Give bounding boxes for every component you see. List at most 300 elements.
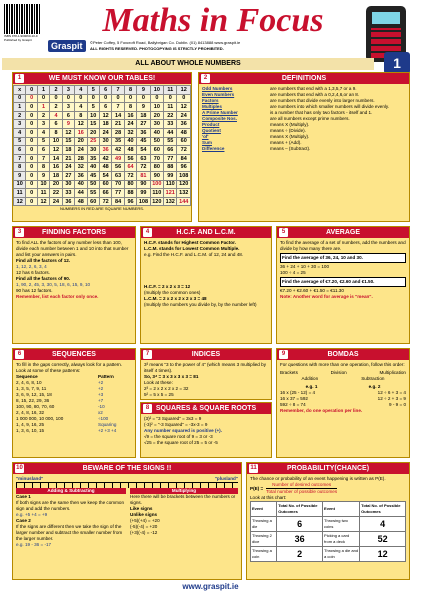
bomdas-r6: 9 - 9 = 0 xyxy=(389,402,406,407)
table-cell: 27 xyxy=(62,171,74,180)
table-cell: 42 xyxy=(99,154,111,163)
table-cell: 54 xyxy=(137,146,150,155)
factors-answer-2b: 90 has 12 factors. xyxy=(16,288,53,293)
table-cell: 72 xyxy=(124,171,136,180)
table-cell: 22 xyxy=(164,111,177,120)
table-cell: 12 xyxy=(50,146,62,155)
case-1-text: If both signs are the same then we keep the common sign and add the numbers. xyxy=(16,500,125,511)
table-cell: 36 xyxy=(177,120,191,129)
table-cell: 0 xyxy=(26,171,37,180)
indices-line-2: So, 3⁴ = 3 x 3 x 3 x 3 = 81 xyxy=(144,374,199,379)
table-cell: 84 xyxy=(177,154,191,163)
panel-number: 8 xyxy=(143,404,152,413)
bomdas-note: Remember, do one operation per line. xyxy=(280,408,363,413)
bomdas-r1: 16 x (25 - 12) = 4 xyxy=(280,390,316,395)
table-cell: 24 xyxy=(62,163,74,172)
definition-text: are numbers that end with a 0,2,4,6,or an 8. xyxy=(270,92,360,97)
average-example-2: Find the average of €7.20, €2.60 and €1.50. xyxy=(280,277,406,287)
table-cell: 28 xyxy=(75,154,87,163)
table-cell: 18 xyxy=(99,120,111,129)
bomdas-r4: 12 ÷ 2 + 3 = 9 xyxy=(377,396,406,401)
table-cell: 64 xyxy=(124,163,136,172)
bomdas-subtraction: Subtraction xyxy=(361,376,385,381)
panel-number: 1 xyxy=(15,74,24,83)
table-cell: 12 xyxy=(177,103,191,112)
case-1-label: Case 1 xyxy=(16,494,31,499)
factors-answer-1: 1, 12, 2, 6, 3, 4 xyxy=(16,264,47,269)
squares-panel xyxy=(140,402,272,458)
table-cell: 63 xyxy=(112,171,124,180)
table-header-cell: x xyxy=(14,86,26,95)
table-cell: 96 xyxy=(177,163,191,172)
average-panel xyxy=(276,226,410,344)
table-cell: 9 xyxy=(137,103,150,112)
table-cell: 8 xyxy=(37,163,49,172)
table-cell: 80 xyxy=(124,180,136,189)
factors-answer-2: 1, 90, 2, 45, 3, 30, 5, 18, 6, 15, 9, 10 xyxy=(16,282,91,287)
table-header-cell: 3 xyxy=(62,86,74,95)
table-cell: 10 xyxy=(50,137,62,146)
table-cell: 36 xyxy=(137,128,150,137)
tables-panel xyxy=(12,72,192,222)
sequence-text: 1, 3, 6, 10, 15 xyxy=(16,428,45,433)
table-cell: 84 xyxy=(112,197,124,206)
case-2-label: Case 2 xyxy=(16,518,31,523)
table-cell: 0 xyxy=(26,103,37,112)
table-cell: 24 xyxy=(75,146,87,155)
outcome-count: 12 xyxy=(360,547,406,562)
definition-term: Even Numbers xyxy=(202,92,235,97)
definition-term: Odd Numbers xyxy=(202,86,233,91)
bomdas-multiplication: Multiplication xyxy=(379,370,406,375)
table-cell: 42 xyxy=(112,146,124,155)
definition-text: means X (Multiply). xyxy=(270,122,310,127)
definition-text: are numbers into which smaller numbers will divide evenly. xyxy=(270,104,390,109)
average-example-1: Find the average of 36, 24, 10 and 30. xyxy=(280,253,406,263)
case-2-text: If the signs are different then we take the sign of the larger number and subtract the smaller number from the larger number. xyxy=(16,524,123,541)
table-header-cell: 10 xyxy=(150,86,163,95)
panel-title: PROBABILITY(CHANCE) xyxy=(286,465,370,472)
event-name: Throwing a die xyxy=(251,517,277,532)
table-cell: 24 xyxy=(50,197,62,206)
table-cell: 8 xyxy=(50,128,62,137)
case-1-example: e.g. +5 +4 = +9 xyxy=(16,512,48,517)
table-cell: 12 xyxy=(37,197,49,206)
indices-line-5: 5² = 5 x 5 = 25 xyxy=(144,392,174,397)
table-cell: 11 xyxy=(37,189,49,198)
table-cell: 144 xyxy=(177,197,191,206)
table-cell: 12 xyxy=(99,111,111,120)
table-header-cell: 4 xyxy=(75,86,87,95)
table-cell: 27 xyxy=(137,120,150,129)
definition-term: 'of' xyxy=(202,134,209,139)
case-2-example: e.g. 19 - 36 = -17 xyxy=(16,542,52,547)
probability-numerator: Number of desired outcomes xyxy=(266,482,337,489)
definitions-panel xyxy=(198,72,410,222)
table-cell: 6 xyxy=(50,120,62,129)
hcf-line-2: L.C.M. stands for Lowest Common Multiple. xyxy=(144,246,240,251)
factors-question-1: Find all the factors of 12. xyxy=(16,258,71,263)
indices-line-4: 2³ = 2 x 2 x 2 x 2 = 32 xyxy=(144,386,189,391)
table-cell: 88 xyxy=(164,163,177,172)
table-cell: 0 xyxy=(26,94,37,103)
table-cell: 0 xyxy=(37,94,49,103)
definition-text: are numbers that end with a 1,3,5,7 or a 9. xyxy=(270,86,357,91)
average-note: Note: Another word for average is "mean". xyxy=(280,294,373,299)
indices-panel xyxy=(140,348,272,400)
table-header-cell: 2 xyxy=(50,86,62,95)
probability-denominator: Total number of possible outcomes xyxy=(266,489,338,494)
multiply-example-2: (-5)(-4) = +20 xyxy=(130,524,158,529)
table-cell: 9 xyxy=(37,171,49,180)
bomdas-eg-2: e.g. 2 xyxy=(368,384,381,389)
table-cell: 11 xyxy=(164,103,177,112)
panel-title: SEQUENCES xyxy=(52,351,96,358)
table-cell: 0 xyxy=(26,111,37,120)
table-cell: 0 xyxy=(26,128,37,137)
table-cell: 54 xyxy=(99,171,111,180)
panel-title: SQUARES & SQUARE ROOTS xyxy=(155,405,257,412)
event-name: Throwing two coins xyxy=(323,517,360,532)
bomdas-r2: 12 ÷ 6 + 3 = 4 xyxy=(377,390,406,395)
outcome-count: 36 xyxy=(277,532,323,547)
probability-header: Total No. of Possible Outcomes xyxy=(277,502,323,517)
table-cell: 70 xyxy=(112,180,124,189)
squares-line-1: (3)² = "3 Squared" = 3x3 = 9 xyxy=(144,416,202,421)
table-cell: 0 xyxy=(26,197,37,206)
table-cell: 120 xyxy=(177,180,191,189)
probability-header: Total No. of Possible Outcomes xyxy=(360,502,406,517)
table-cell: 20 xyxy=(87,128,99,137)
table-cell: 6 xyxy=(99,103,111,112)
bomdas-r3: 16 x 37 = 592 xyxy=(280,396,308,401)
table-cell: 48 xyxy=(75,197,87,206)
probability-formula: P(E) = xyxy=(250,485,264,491)
table-cell: 121 xyxy=(164,189,177,198)
bomdas-panel xyxy=(276,348,410,458)
pattern-text: +2 xyxy=(98,380,104,385)
panel-title: AVERAGE xyxy=(325,229,361,236)
table-cell: 7 xyxy=(14,154,26,163)
table-cell: 9 xyxy=(14,171,26,180)
panel-title: FINDING FACTORS xyxy=(41,229,107,236)
multiply-heading: Multiplying xyxy=(130,488,238,494)
table-cell: 88 xyxy=(124,189,136,198)
panel-number: 9 xyxy=(279,350,288,359)
table-cell: 32 xyxy=(75,163,87,172)
sequence-text: 2, 4, 6, 8, 10 xyxy=(16,380,42,385)
definition-text: means + (Add). xyxy=(270,140,302,145)
panel-number: 7 xyxy=(143,350,152,359)
table-cell: 55 xyxy=(164,137,177,146)
panel-title: H.C.F. AND L.C.M. xyxy=(176,229,236,236)
table-cell: 24 xyxy=(99,128,111,137)
table-cell: 0 xyxy=(26,189,37,198)
table-cell: 0 xyxy=(50,94,62,103)
table-cell: 30 xyxy=(99,137,111,146)
table-cell: 110 xyxy=(164,180,177,189)
pattern-text: +7 xyxy=(98,398,104,403)
table-cell: 100 xyxy=(150,180,163,189)
table-header-cell: 1 xyxy=(37,86,49,95)
table-cell: 0 xyxy=(177,94,191,103)
bomdas-intro: For questions with more than one operation, follow this order: xyxy=(280,362,405,367)
table-cell: 50 xyxy=(150,137,163,146)
table-cell: 20 xyxy=(75,137,87,146)
table-cell: 9 xyxy=(62,120,74,129)
table-cell: 0 xyxy=(124,94,136,103)
probability-header: Event xyxy=(323,502,360,517)
table-cell: 20 xyxy=(150,111,163,120)
table-cell: 3 xyxy=(62,103,74,112)
table-cell: 90 xyxy=(137,180,150,189)
table-cell: 132 xyxy=(177,189,191,198)
probability-look: Look at this chart: xyxy=(250,495,287,500)
table-cell: 6 xyxy=(62,111,74,120)
table-cell: 22 xyxy=(50,189,62,198)
table-cell: 80 xyxy=(150,163,163,172)
table-cell: 24 xyxy=(177,111,191,120)
table-cell: 12 xyxy=(75,120,87,129)
table-cell: 120 xyxy=(150,197,163,206)
table-cell: 60 xyxy=(87,197,99,206)
table-cell: 0 xyxy=(62,94,74,103)
event-name: Picking a card from a deck xyxy=(323,532,360,547)
table-cell: 20 xyxy=(50,180,62,189)
table-cell: 14 xyxy=(50,154,62,163)
table-cell: 14 xyxy=(112,111,124,120)
table-cell: 1 xyxy=(14,103,26,112)
times-table xyxy=(13,85,191,206)
table-cell: 18 xyxy=(50,171,62,180)
hcf-panel xyxy=(140,226,272,344)
table-cell: 0 xyxy=(137,94,150,103)
tables-note: NUMBERS IN RED ARE SQUARE NUMBERS. xyxy=(59,206,144,212)
table-cell: 10 xyxy=(37,180,49,189)
table-cell: 4 xyxy=(50,111,62,120)
table-cell: 0 xyxy=(150,94,163,103)
table-cell: 3 xyxy=(14,120,26,129)
table-cell: 0 xyxy=(26,180,37,189)
event-name: Throwing 2 dice xyxy=(251,532,277,547)
table-header-cell: 6 xyxy=(99,86,111,95)
table-header-cell: 12 xyxy=(177,86,191,95)
table-cell: 96 xyxy=(124,197,136,206)
definition-text: is a number that has only two factors - itself and 1. xyxy=(270,110,373,115)
table-cell: 66 xyxy=(99,189,111,198)
panel-number: 2 xyxy=(201,74,210,83)
panel-title: DEFINITIONS xyxy=(281,75,327,82)
sequence-text: 3, 6, 9, 12, 15, 18 xyxy=(16,392,52,397)
table-cell: 55 xyxy=(87,189,99,198)
bomdas-eg-1: e.g. 1 xyxy=(305,384,318,389)
table-cell: 35 xyxy=(87,154,99,163)
bomdas-brackets: Brackets xyxy=(280,370,298,375)
table-cell: 132 xyxy=(164,197,177,206)
pattern-text: x2 xyxy=(98,410,103,415)
event-name: Throwing a die and a coin xyxy=(323,547,360,562)
add-sub-heading: Adding & Subtracting xyxy=(16,488,126,494)
table-cell: 0 xyxy=(26,120,37,129)
pattern-text: Squaring xyxy=(98,422,117,427)
table-cell: 36 xyxy=(62,197,74,206)
table-cell: 4 xyxy=(14,128,26,137)
panel-title: WE MUST KNOW OUR TABLES! xyxy=(48,75,156,82)
hcf-line-4: H.C.F. = 2 x 2 x 3 = 12 xyxy=(144,284,191,289)
signs-panel xyxy=(12,462,242,580)
sequence-text: 1, 3, 5, 7, 9, 11 xyxy=(16,386,47,391)
plusland-label: "plusland" xyxy=(214,476,238,481)
table-cell: 0 xyxy=(99,94,111,103)
table-header-cell: 9 xyxy=(137,86,150,95)
multiply-example-3: (+3)(-4) = -12 xyxy=(130,530,158,535)
indices-line-1: 3³ means "3 to the power of 4" (which means 3 multiplied by itself 4 times). xyxy=(144,362,266,373)
table-cell: 16 xyxy=(124,111,136,120)
panel-number: 5 xyxy=(279,228,288,237)
table-cell: 49 xyxy=(112,154,124,163)
sheet-number: 1 xyxy=(384,52,410,74)
table-cell: 60 xyxy=(177,137,191,146)
sequence-text: 100, 90, 80, 70, 60 xyxy=(16,404,55,409)
table-cell: 99 xyxy=(164,171,177,180)
table-cell: 11 xyxy=(14,189,26,198)
table-cell: 56 xyxy=(124,154,136,163)
factors-answer-1b: 12 has 6 factors. xyxy=(16,270,50,275)
table-header-cell: 7 xyxy=(112,86,124,95)
table-cell: 28 xyxy=(112,128,124,137)
table-cell: 50 xyxy=(87,180,99,189)
table-cell: 5 xyxy=(14,137,26,146)
bomdas-division: Division xyxy=(330,370,347,375)
table-cell: 12 xyxy=(62,128,74,137)
multiply-example-1: (+5)(+4) = +20 xyxy=(130,518,160,523)
factors-question-2: Find all the factors of 90. xyxy=(16,276,71,281)
hcf-line-6: L.C.M. = 2 x 2 x 2 x 2 x 3 = 48 xyxy=(144,296,207,301)
pattern-text: +2 +3 +4 xyxy=(98,428,117,433)
table-cell: 10 xyxy=(14,180,26,189)
table-cell: 0 xyxy=(164,94,177,103)
table-cell: 40 xyxy=(124,137,136,146)
sequences-col-1: Sequence xyxy=(16,374,38,379)
table-cell: 48 xyxy=(177,128,191,137)
panel-number: 3 xyxy=(15,228,24,237)
definition-text: are all numbers except prime numbers. xyxy=(270,116,350,121)
table-cell: 77 xyxy=(112,189,124,198)
average-example-2a: €7.20 + €2.60 + €1.50 = €11.30 xyxy=(280,288,344,293)
table-cell: 30 xyxy=(150,120,163,129)
panel-number: 6 xyxy=(15,350,24,359)
panel-title: INDICES xyxy=(191,351,221,358)
table-cell: 32 xyxy=(124,128,136,137)
indices-line-3: Look at these: xyxy=(144,380,173,385)
sequence-row xyxy=(16,428,132,434)
table-cell: 25 xyxy=(87,137,99,146)
table-cell: 40 xyxy=(75,180,87,189)
table-cell: 12 xyxy=(14,197,26,206)
table-header-cell: 0 xyxy=(26,86,37,95)
table-cell: 7 xyxy=(37,154,49,163)
table-cell: 77 xyxy=(164,154,177,163)
table-cell: 0 xyxy=(87,94,99,103)
table-cell: 108 xyxy=(177,171,191,180)
table-cell: 10 xyxy=(150,103,163,112)
table-cell: 33 xyxy=(164,120,177,129)
pattern-text: +3 xyxy=(98,392,104,397)
definition-term: Difference xyxy=(202,146,225,151)
table-cell: 21 xyxy=(112,120,124,129)
table-cell: 36 xyxy=(99,146,111,155)
average-example-1a: 36 + 24 + 10 + 30 = 100 xyxy=(280,264,330,269)
panel-title: BOMDAS xyxy=(327,351,359,358)
table-header-cell: 5 xyxy=(87,86,99,95)
table-cell: 7 xyxy=(112,103,124,112)
table-cell: 0 xyxy=(26,163,37,172)
table-cell: 63 xyxy=(137,154,150,163)
definition-term: Quotient xyxy=(202,128,221,133)
table-cell: 30 xyxy=(87,146,99,155)
page-title: Maths in Focus xyxy=(102,2,324,39)
table-cell: 44 xyxy=(164,128,177,137)
average-example-1b: 100 ÷ 4 = 25 xyxy=(280,270,306,275)
table-cell: 0 xyxy=(26,154,37,163)
squares-line-5: √25 = the square root of 25 = 5 or -5 xyxy=(144,440,218,445)
footer-url[interactable]: www.graspit.ie xyxy=(182,582,239,591)
hcf-line-5: (multiply the common ones) xyxy=(144,290,201,295)
table-cell: 56 xyxy=(112,163,124,172)
definition-text: means – (Subtract). xyxy=(270,146,311,151)
hcf-line-7: (multiply the numbers you divide by, by the number left) xyxy=(144,302,257,307)
table-header-cell: 11 xyxy=(164,86,177,95)
factors-panel xyxy=(12,226,136,344)
table-cell: 18 xyxy=(62,146,74,155)
panel-number: 4 xyxy=(143,228,152,237)
table-cell: 0 xyxy=(26,146,37,155)
hcf-division-ladder xyxy=(144,258,268,284)
probability-panel xyxy=(246,462,410,580)
definition-item xyxy=(202,146,406,152)
table-cell: 16 xyxy=(75,128,87,137)
table-cell: 5 xyxy=(37,137,49,146)
table-cell: 30 xyxy=(62,180,74,189)
definition-term: A Prime Number xyxy=(202,110,238,115)
minusland-label: "minusland" xyxy=(16,476,44,481)
probability-intro: The chance or probability of an event happening is written as P(E). xyxy=(250,476,386,481)
sequences-intro: To fill in the gaps correctly, always look for a pattern. Look at some of these patterns: xyxy=(16,362,123,373)
table-cell: 6 xyxy=(14,146,26,155)
table-cell: 81 xyxy=(137,171,150,180)
table-cell: 21 xyxy=(62,154,74,163)
table-cell: 72 xyxy=(177,146,191,155)
average-intro: To find the average of a set of numbers, add the numbers and divide by how many there are. xyxy=(280,240,406,251)
table-cell: 60 xyxy=(99,180,111,189)
definitions-list xyxy=(199,84,409,154)
sequence-text: 8, 15, 22, 29, 36 xyxy=(16,398,50,403)
table-cell: 2 xyxy=(37,111,49,120)
outcome-count: 4 xyxy=(360,517,406,532)
panel-title: BEWARE OF THE SIGNS !! xyxy=(82,465,172,472)
outcome-count: 2 xyxy=(277,547,323,562)
definition-term: Product xyxy=(202,122,220,127)
outcome-count: 52 xyxy=(360,532,406,547)
table-cell: 4 xyxy=(75,103,87,112)
hcf-line-1: H.C.F. stands for Highest Common Factor. xyxy=(144,240,236,245)
table-cell: 48 xyxy=(124,146,136,155)
definition-term: Composite Nos. xyxy=(202,116,237,121)
panel-number: 10 xyxy=(16,465,23,471)
table-cell: 60 xyxy=(150,146,163,155)
table-cell: 48 xyxy=(99,163,111,172)
bomdas-r5: 592 ÷ 8 = 74 xyxy=(280,402,306,407)
